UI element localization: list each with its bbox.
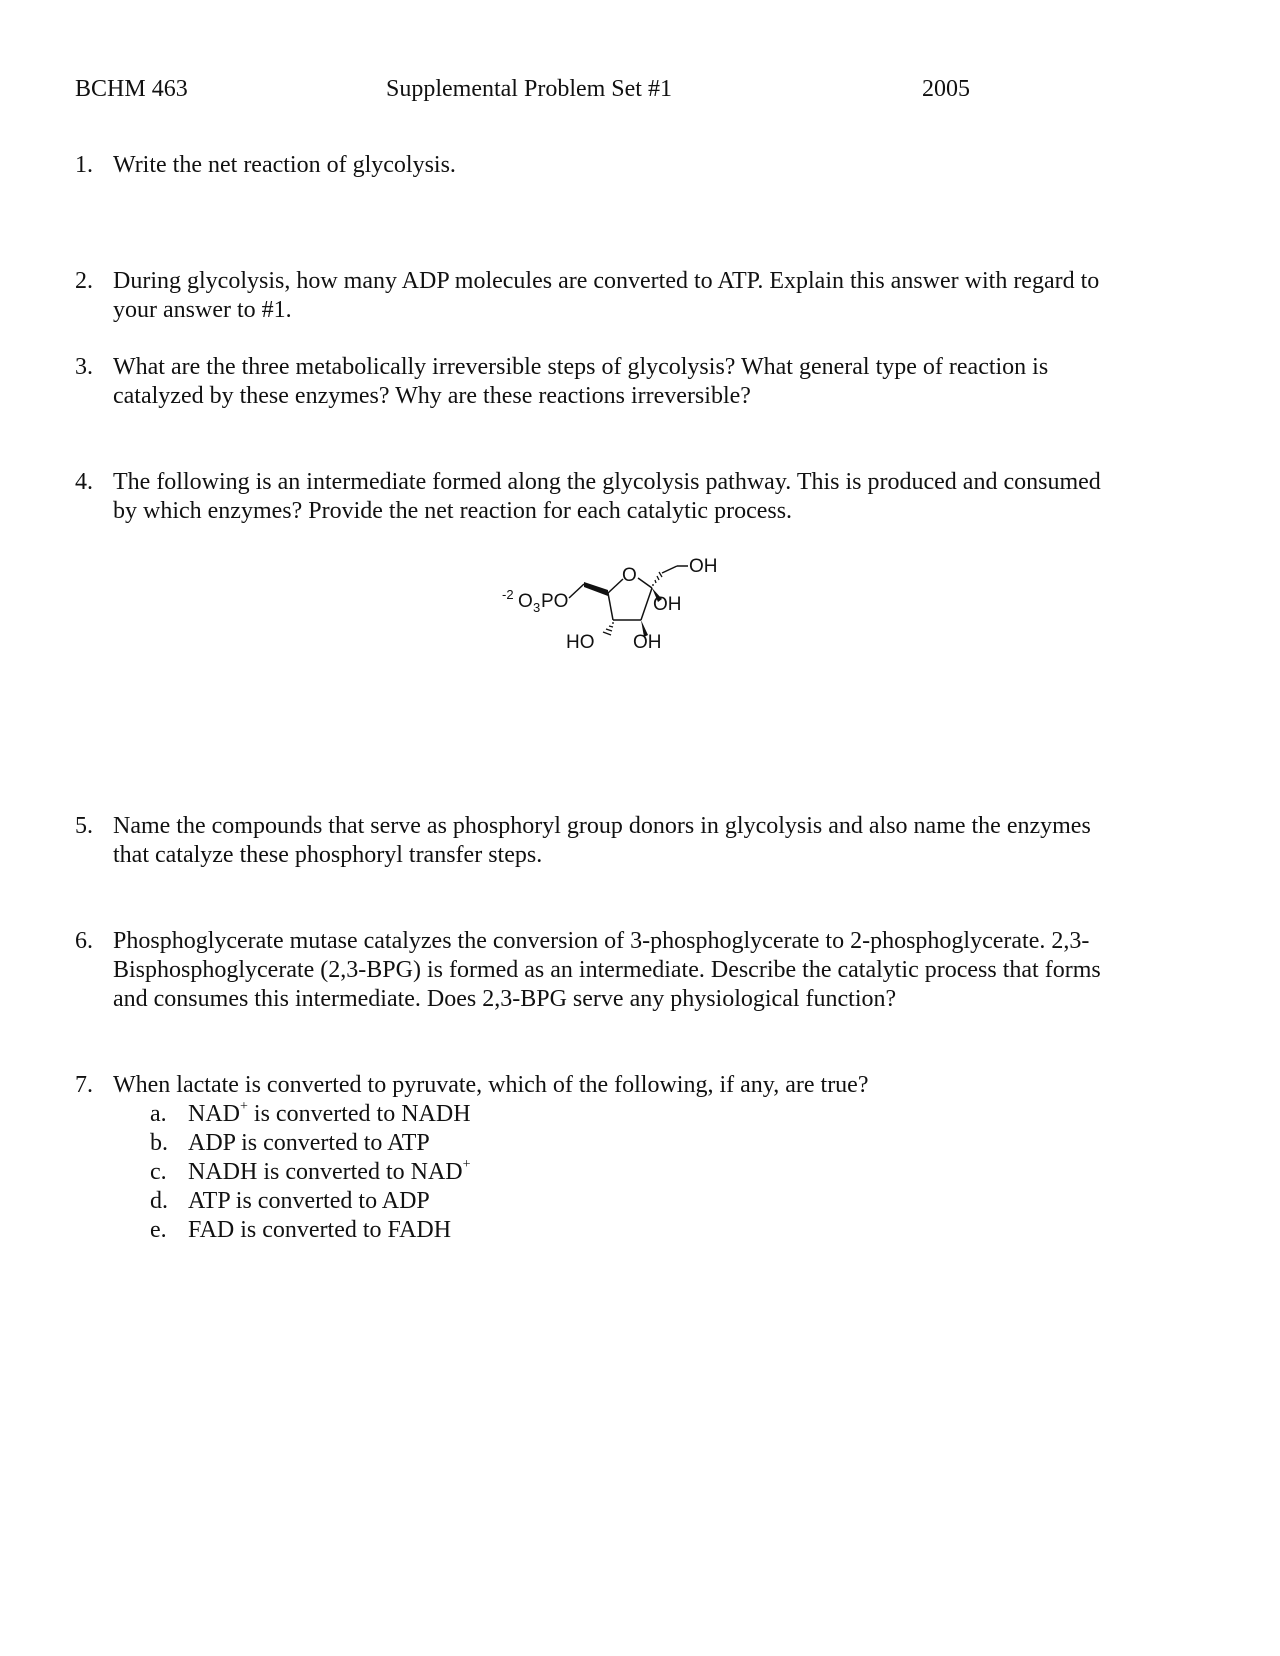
question-number: 3. xyxy=(75,354,93,380)
question-number: 4. xyxy=(75,469,93,495)
option-superscript: + xyxy=(462,1157,471,1172)
document-title: Supplemental Problem Set #1 xyxy=(386,76,672,102)
question-number: 2. xyxy=(75,268,93,294)
question-text-line: What are the three metabolically irreversible steps of glycolysis? What general type of reaction is xyxy=(113,354,1049,380)
phosphate-subscript: 3 xyxy=(533,600,541,615)
option-letter: b. xyxy=(150,1130,168,1156)
wedge-bond-c5 xyxy=(584,582,608,596)
ring-oxygen: O xyxy=(622,565,637,586)
phosphate-charge: -2 xyxy=(502,587,514,602)
option-text: FAD is converted to FADH xyxy=(188,1217,452,1243)
question-text-line: During glycolysis, how many ADP molecules are converted to ATP. Explain this answer with regard to xyxy=(113,268,1100,294)
option-superscript: + xyxy=(240,1099,248,1114)
question-text-line: When lactate is converted to pyruvate, which of the following, if any, are true? xyxy=(113,1072,869,1098)
option-letter: c. xyxy=(150,1159,167,1185)
question-text-line: Phosphoglycerate mutase catalyzes the conversion of 3-phosphoglycerate to 2-phosphoglycerate. 2,3- xyxy=(113,928,1090,954)
question-number: 6. xyxy=(75,928,93,954)
bond-ch2-oh xyxy=(662,566,677,573)
oh-top: OH xyxy=(689,556,718,577)
ho-bottom-left: HO xyxy=(566,632,595,653)
ring-bond xyxy=(638,578,652,588)
question-text-line: and consumes this intermediate. Does 2,3-BPG serve any physiological function? xyxy=(113,986,897,1012)
question-number: 5. xyxy=(75,813,93,839)
option-text: ATP is converted to ADP xyxy=(188,1188,430,1214)
option-letter: a. xyxy=(150,1101,167,1127)
course-code: BCHM 463 xyxy=(75,76,188,102)
ring-bond xyxy=(608,593,613,620)
hashed-bond-c4 xyxy=(603,623,614,635)
question-text-line: your answer to #1. xyxy=(113,297,292,323)
phosphate-po: PO xyxy=(541,591,569,612)
question-text-line: catalyzed by these enzymes? Why are these reactions irreversible? xyxy=(113,383,751,409)
option-letter: d. xyxy=(150,1188,168,1214)
phosphate-o: O xyxy=(518,591,533,612)
option-text-post: is converted to NADH xyxy=(247,1101,471,1127)
bond-o-ch2 xyxy=(569,584,584,598)
ring-bond xyxy=(641,588,652,620)
option-letter: e. xyxy=(150,1217,167,1243)
question-text-line: that catalyze these phosphoryl transfer steps. xyxy=(113,842,543,868)
oh-right: OH xyxy=(653,594,682,615)
option-text: ADP is converted to ATP xyxy=(188,1130,430,1156)
document-year: 2005 xyxy=(922,76,970,102)
oh-bottom-right: OH xyxy=(633,632,662,653)
fructofuranose-phosphate-structure xyxy=(490,548,750,668)
question-number: 7. xyxy=(75,1072,93,1098)
question-text-line: Write the net reaction of glycolysis. xyxy=(113,152,456,178)
hashed-bond-c2 xyxy=(653,572,662,586)
option-text: NADH is converted to NAD xyxy=(188,1159,463,1185)
option-text: NAD xyxy=(188,1101,240,1127)
question-text-line: by which enzymes? Provide the net reaction for each catalytic process. xyxy=(113,498,793,524)
ring-bond xyxy=(608,579,623,593)
question-text-line: Bisphosphoglycerate (2,3-BPG) is formed as an intermediate. Describe the catalytic process that forms xyxy=(113,957,1101,983)
question-text-line: Name the compounds that serve as phosphoryl group donors in glycolysis and also name the enzymes xyxy=(113,813,1091,839)
question-text-line: The following is an intermediate formed along the glycolysis pathway. This is produced and consumed xyxy=(113,469,1101,495)
question-number: 1. xyxy=(75,152,93,178)
